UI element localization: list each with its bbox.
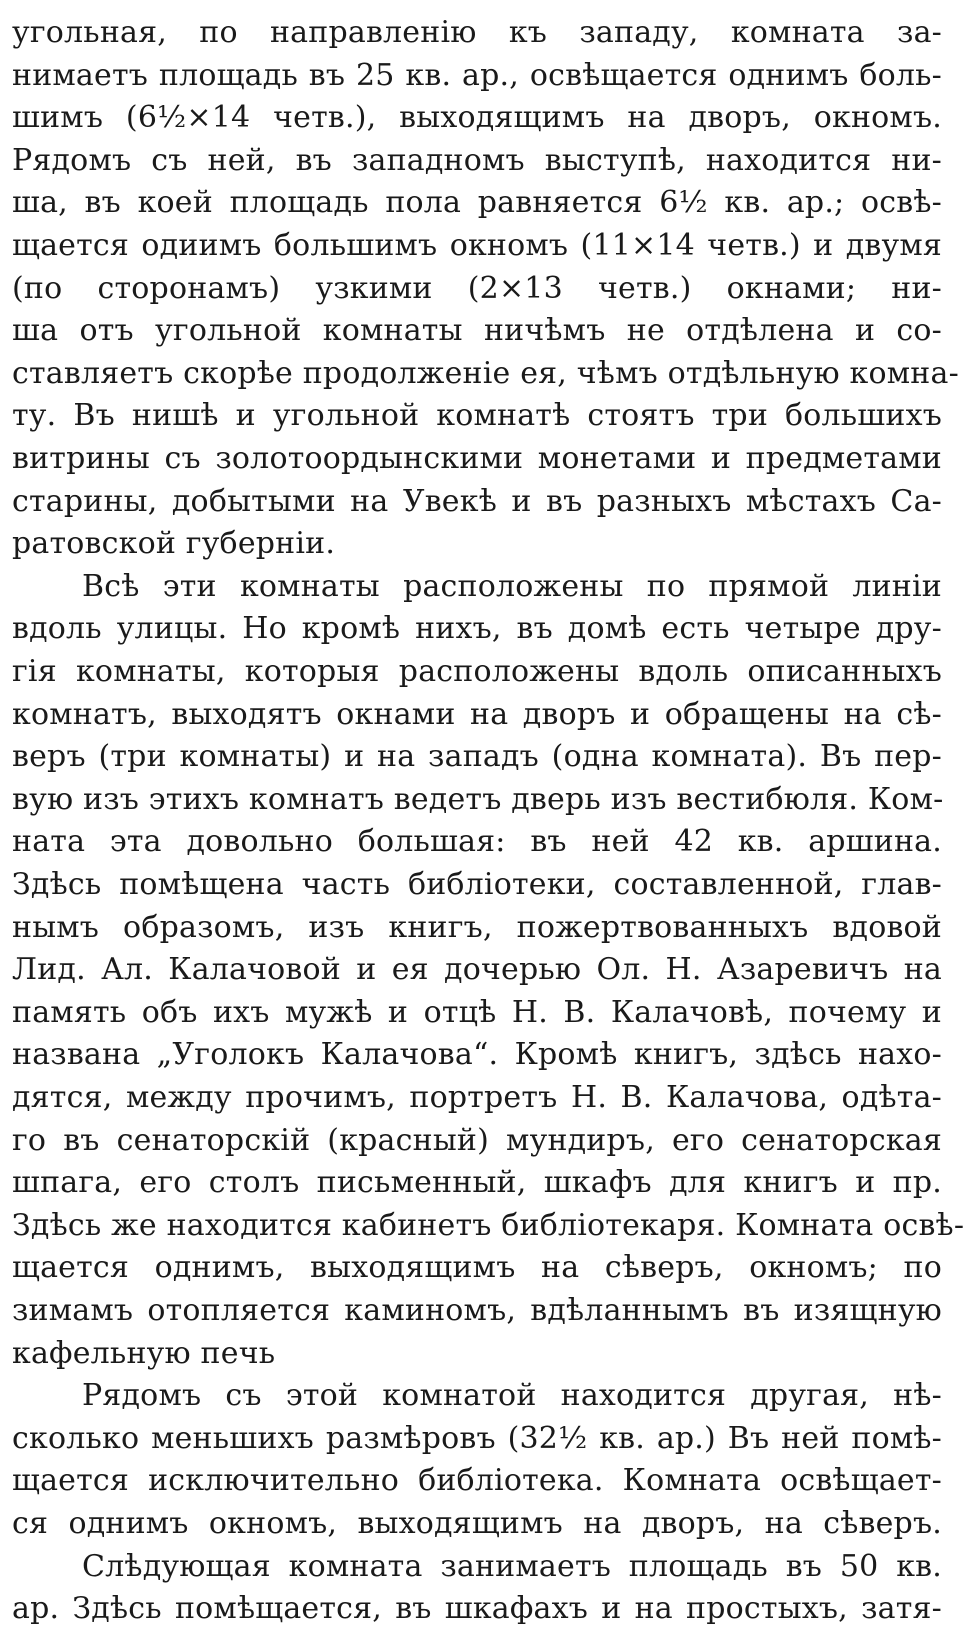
- text-line: Всѣ эти комнаты расположены по прямой линіи: [82, 569, 942, 604]
- text-line: названа „Уголокъ Калачова“. Кромѣ книгъ, здѣсь нахо-: [12, 1037, 942, 1072]
- text-line: Слѣдующая комната занимаетъ площадь въ 50 кв.: [82, 1549, 942, 1584]
- text-line: Здѣсь помѣщена часть библіотеки, составленной, глав-: [12, 867, 942, 902]
- text-line: сколько меньшихъ размѣровъ (32½ кв. ар.) Въ ней помѣ-: [12, 1421, 942, 1456]
- text-line: щается исключительно библіотека. Комната освѣщает-: [12, 1463, 942, 1498]
- text-line: ша отъ угольной комнаты ничѣмъ не отдѣлена и со-: [12, 313, 942, 348]
- text-line: Рядомъ съ ней, въ западномъ выступѣ, находится ни-: [12, 143, 942, 178]
- text-line: шимъ (6½×14 четв.), выходящимъ на дворъ, окномъ.: [12, 100, 942, 135]
- text-line: старины, добытыми на Увекѣ и въ разныхъ мѣстахъ Са-: [12, 484, 942, 519]
- text-line: витрины съ золотоордынскими монетами и предметами: [12, 441, 942, 476]
- text-line: гія комнаты, которыя расположены вдоль описанныхъ: [12, 654, 942, 689]
- text-line: ратовской губерніи.: [12, 526, 336, 561]
- text-line: ната эта довольно большая: въ ней 42 кв. аршина.: [12, 824, 942, 859]
- text-line: Лид. Ал. Калачовой и ея дочерью Ол. Н. Азаревичъ на: [12, 952, 942, 987]
- text-line: дятся, между прочимъ, портретъ Н. В. Калачова, одѣта-: [12, 1080, 942, 1115]
- text-line: ту. Въ нишѣ и угольной комнатѣ стоятъ три большихъ: [12, 398, 942, 433]
- text-line: ар. Здѣсь помѣщается, въ шкафахъ и на простыхъ, затя-: [12, 1591, 942, 1626]
- text-line: память объ ихъ мужѣ и отцѣ Н. В. Калачовѣ, почему и: [12, 995, 942, 1030]
- text-line: зимамъ отопляется каминомъ, вдѣланнымъ въ изящную: [12, 1293, 942, 1328]
- text-line: (по сторонамъ) узкими (2×13 четв.) окнами; ни-: [12, 271, 942, 306]
- text-line: ся однимъ окномъ, выходящимъ на дворъ, на сѣверъ.: [12, 1506, 942, 1541]
- text-line: вдоль улицы. Но кромѣ нихъ, въ домѣ есть четыре дру-: [12, 611, 942, 646]
- text-line: веръ (три комнаты) и на западъ (одна комната). Въ пер-: [12, 739, 942, 774]
- text-line: щается однимъ, выходящимъ на сѣверъ, окномъ; по: [12, 1250, 942, 1285]
- text-line: угольная, по направленію къ западу, комната за-: [12, 15, 942, 50]
- text-line: го въ сенаторскій (красный) мундиръ, его сенаторская: [12, 1123, 942, 1158]
- text-line: вую изъ этихъ комнатъ ведетъ дверь изъ вестибюля. Ком-: [12, 782, 944, 817]
- text-line: щается одиимъ большимъ окномъ (11×14 четв.) и двумя: [12, 228, 942, 263]
- text-line: Рядомъ съ этой комнатой находится другая, нѣ-: [82, 1378, 942, 1413]
- text-line: нымъ образомъ, изъ книгъ, пожертвованныхъ вдовой: [12, 910, 942, 945]
- text-line: ша, въ коей площадь пола равняется 6½ кв. ар.; освѣ-: [12, 185, 942, 220]
- text-line: комнатъ, выходятъ окнами на дворъ и обращены на сѣ-: [12, 697, 942, 732]
- text-line: кафельную печь: [12, 1336, 276, 1371]
- text-line: ставляетъ скорѣе продолженіе ея, чѣмъ отдѣльную комна-: [12, 356, 959, 391]
- text-line: Здѣсь же находится кабинетъ библіотекаря. Комната освѣ-: [12, 1208, 964, 1243]
- text-line: шпага, его столъ письменный, шкафъ для книгъ и пр.: [12, 1165, 942, 1200]
- text-line: нимаетъ площадь въ 25 кв. ар., освѣщается однимъ боль-: [12, 58, 942, 93]
